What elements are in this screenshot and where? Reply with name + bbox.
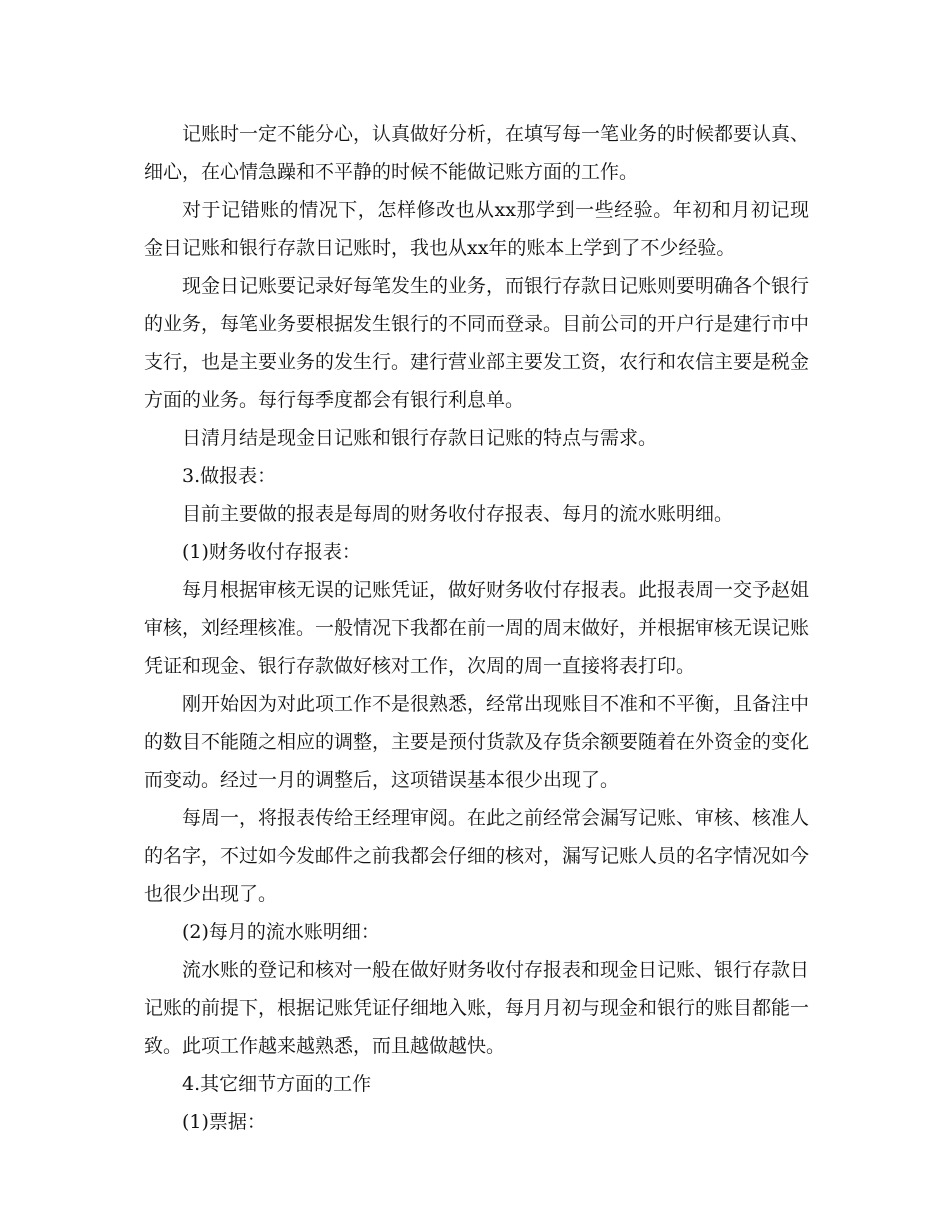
subsection-heading: (2)每月的流水账明细： (182, 921, 380, 943)
paragraph: 记账时一定不能分心，认真做好分析，在填写每一笔业务的时候都要认真、细心，在心情急躁和不平静的时候不能做记账方面的工作。 (144, 123, 810, 183)
section-heading: 3.做报表： (182, 465, 277, 487)
paragraph: 现金日记账要记录好每笔发生的业务，而银行存款日记账则要明确各个银行的业务，每笔业务要根据发生银行的不同而登录。目前公司的开户行是建行市中支行，也是主要业务的发生行。建行营业部主要发工资，农行和农信主要是税金方面的业务。每行每季度都会有银行利息单。 (144, 275, 810, 411)
paragraph: 日清月结是现金日记账和银行存款日记账的特点与需求。 (182, 427, 658, 449)
paragraph: 每月根据审核无误的记账凭证，做好财务收付存报表。此报表周一交予赵姐审核，刘经理核准。一般情况下我都在前一周的周末做好，并根据审核无误记账凭证和现金、银行存款做好核对工作，次周的周一直接将表打印。 (144, 579, 810, 677)
paragraph: 对于记错账的情况下，怎样修改也从xx那学到一些经验。年初和月初记现金日记账和银行存款日记账时，我也从xx年的账本上学到了不少经验。 (144, 199, 809, 259)
paragraph: 每周一，将报表传给王经理审阅。在此之前经常会漏写记账、审核、核准人的名字，不过如今发邮件之前我都会仔细的核对，漏写记账人员的名字情况如今也很少出现了。 (144, 807, 810, 905)
document-body (144, 115, 809, 1141)
paragraph: 刚开始因为对此项工作不是很熟悉，经常出现账目不准和不平衡，且备注中的数目不能随之相应的调整，主要是预付货款及存货余额要随着在外资金的变化而变动。经过一月的调整后，这项错误基本很少出现了。 (144, 693, 810, 791)
section-heading: 4.其它细节方面的工作 (182, 1073, 372, 1095)
subsection-heading: (1)财务收付存报表： (182, 541, 361, 563)
paragraph: 流水账的登记和核对一般在做好财务收付存报表和现金日记账、银行存款日记账的前提下，根据记账凭证仔细地入账，每月月初与现金和银行的账目都能一致。此项工作越来越熟悉，而且越做越快。 (144, 959, 810, 1057)
paragraph: 目前主要做的报表是每周的财务收付存报表、每月的流水账明细。 (182, 503, 734, 525)
subsection-heading: (1)票据： (182, 1111, 266, 1133)
